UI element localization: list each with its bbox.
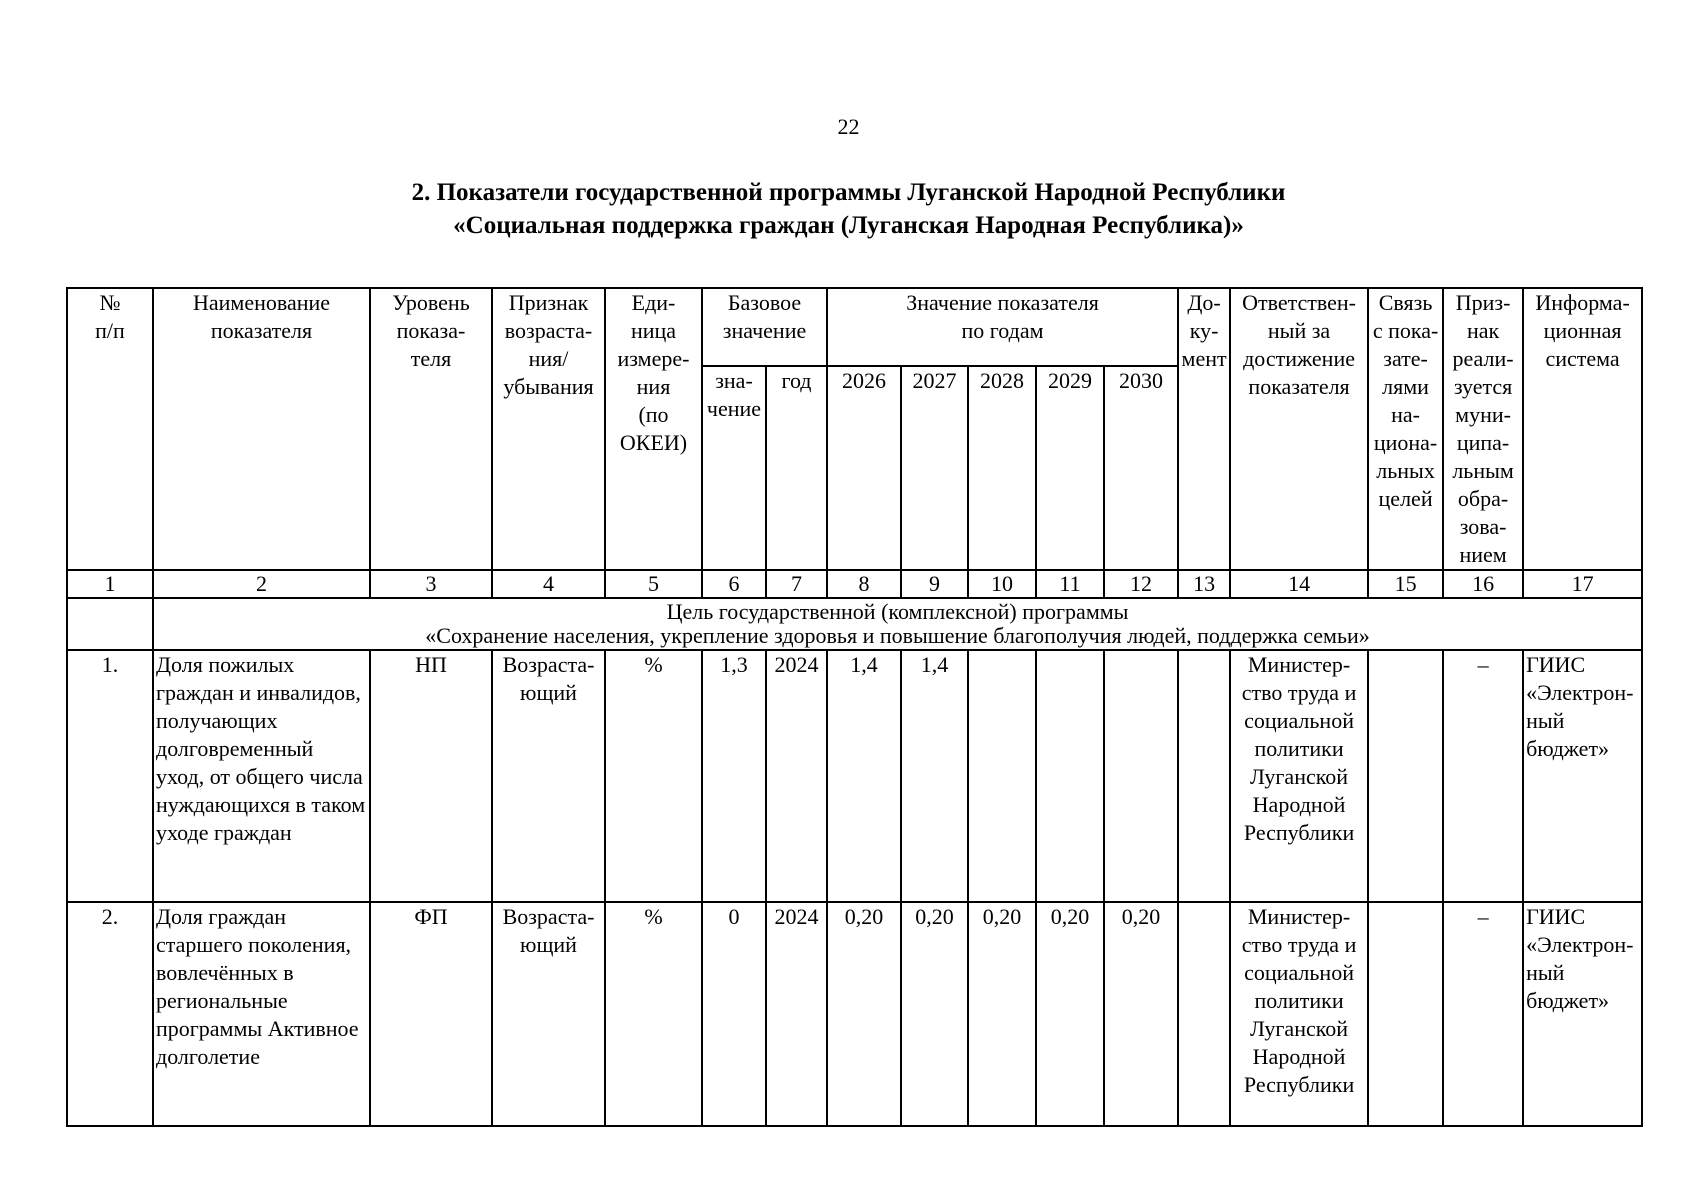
row-value-2027: 0,20 <box>901 902 968 1126</box>
row-municipal: – <box>1443 902 1523 1126</box>
header-num: № п/п <box>67 288 153 570</box>
column-number: 15 <box>1368 570 1443 598</box>
header-year-2030: 2030 <box>1104 366 1178 570</box>
column-number: 16 <box>1443 570 1523 598</box>
row-value-2026: 0,20 <box>827 902 901 1126</box>
row-name: Доля пожилых граждан и инвалидов, получающих долговременный уход, от общего числа нуждающихся в таком уходе граждан <box>153 650 370 902</box>
row-value-2030: 0,20 <box>1104 902 1178 1126</box>
column-number: 14 <box>1230 570 1368 598</box>
header-year-2026: 2026 <box>827 366 901 570</box>
row-value-2026: 1,4 <box>827 650 901 902</box>
row-unit: % <box>605 650 702 902</box>
row-num: 1. <box>67 650 153 902</box>
row-info-system: ГИИС «Электрон- ный бюджет» <box>1523 902 1642 1126</box>
column-number: 17 <box>1523 570 1642 598</box>
column-number: 10 <box>968 570 1036 598</box>
row-info-system: ГИИС «Электрон- ный бюджет» <box>1523 650 1642 902</box>
column-number: 5 <box>605 570 702 598</box>
row-unit: % <box>605 902 702 1126</box>
header-municipal: Приз- нак реали- зуется муни- ципа- льным обра- зова- нием <box>1443 288 1523 570</box>
row-value-2029: 0,20 <box>1036 902 1104 1126</box>
column-number: 9 <box>901 570 968 598</box>
row-level: ФП <box>370 902 492 1126</box>
goal-spacer-cell <box>67 598 153 650</box>
row-responsible: Министер- ство труда и социальной политики Луганской Народной Республики <box>1230 902 1368 1126</box>
row-name: Доля граждан старшего поколения, вовлечённых в региональные программы Активное долголетие <box>153 902 370 1126</box>
column-number: 6 <box>702 570 766 598</box>
header-link: Связь с пока- зате- лями на- циона- льных целей <box>1368 288 1443 570</box>
row-link <box>1368 902 1443 1126</box>
header-year-2029: 2029 <box>1036 366 1104 570</box>
column-number: 1 <box>67 570 153 598</box>
column-numbers-row <box>67 570 1642 598</box>
header-base-value: зна- чение <box>702 366 766 570</box>
column-number: 11 <box>1036 570 1104 598</box>
row-value-2030 <box>1104 650 1178 902</box>
row-municipal: – <box>1443 650 1523 902</box>
table-row <box>67 902 1642 1126</box>
goal-line-1: Цель государственной (комплексной) программы <box>666 599 1129 624</box>
table-row <box>67 650 1642 902</box>
row-value-2029 <box>1036 650 1104 902</box>
row-base-value: 0 <box>702 902 766 1126</box>
header-name: Наименование показателя <box>153 288 370 570</box>
row-link <box>1368 650 1443 902</box>
row-level: НП <box>370 650 492 902</box>
row-value-2027: 1,4 <box>901 650 968 902</box>
indicators-table <box>66 287 1643 1127</box>
column-number: 7 <box>766 570 827 598</box>
column-number: 8 <box>827 570 901 598</box>
header-sign: Признак возраста- ния/ убывания <box>492 288 605 570</box>
goal-cell <box>153 598 1642 650</box>
title-line-2: «Социальная поддержка граждан (Луганская Народная Республика)» <box>453 212 1244 239</box>
row-document <box>1178 902 1230 1126</box>
row-sign: Возраста- ющий <box>492 650 605 902</box>
header-document: До- ку- мент <box>1178 288 1230 570</box>
row-base-year: 2024 <box>766 650 827 902</box>
page-number: 22 <box>837 114 860 139</box>
header-level: Уровень показа- теля <box>370 288 492 570</box>
row-document <box>1178 650 1230 902</box>
header-info-system: Информа- ционная система <box>1523 288 1642 570</box>
column-number: 3 <box>370 570 492 598</box>
header-years-group: Значение показателя по годам <box>827 288 1178 366</box>
document-title <box>0 176 1697 242</box>
header-base: Базовое значение <box>702 288 827 366</box>
header-responsible: Ответствен- ный за достижение показателя <box>1230 288 1368 570</box>
row-base-value: 1,3 <box>702 650 766 902</box>
header-year-2027: 2027 <box>901 366 968 570</box>
row-base-year: 2024 <box>766 902 827 1126</box>
header-unit: Еди- ница измере- ния (по ОКЕИ) <box>605 288 702 570</box>
title-line-1: 2. Показатели государственной программы Луганской Народной Республики <box>411 179 1286 206</box>
header-row-1 <box>67 288 1642 366</box>
column-number: 2 <box>153 570 370 598</box>
column-number: 4 <box>492 570 605 598</box>
row-num: 2. <box>67 902 153 1126</box>
row-sign: Возраста- ющий <box>492 902 605 1126</box>
row-value-2028 <box>968 650 1036 902</box>
row-value-2028: 0,20 <box>968 902 1036 1126</box>
goal-row <box>67 598 1642 650</box>
header-base-year: год <box>766 366 827 570</box>
row-responsible: Министер- ство труда и социальной политики Луганской Народной Республики <box>1230 650 1368 902</box>
header-year-2028: 2028 <box>968 366 1036 570</box>
column-number: 12 <box>1104 570 1178 598</box>
column-number: 13 <box>1178 570 1230 598</box>
goal-line-2: «Сохранение населения, укрепление здоровья и повышение благополучия людей, поддержка семьи» <box>425 623 1370 648</box>
